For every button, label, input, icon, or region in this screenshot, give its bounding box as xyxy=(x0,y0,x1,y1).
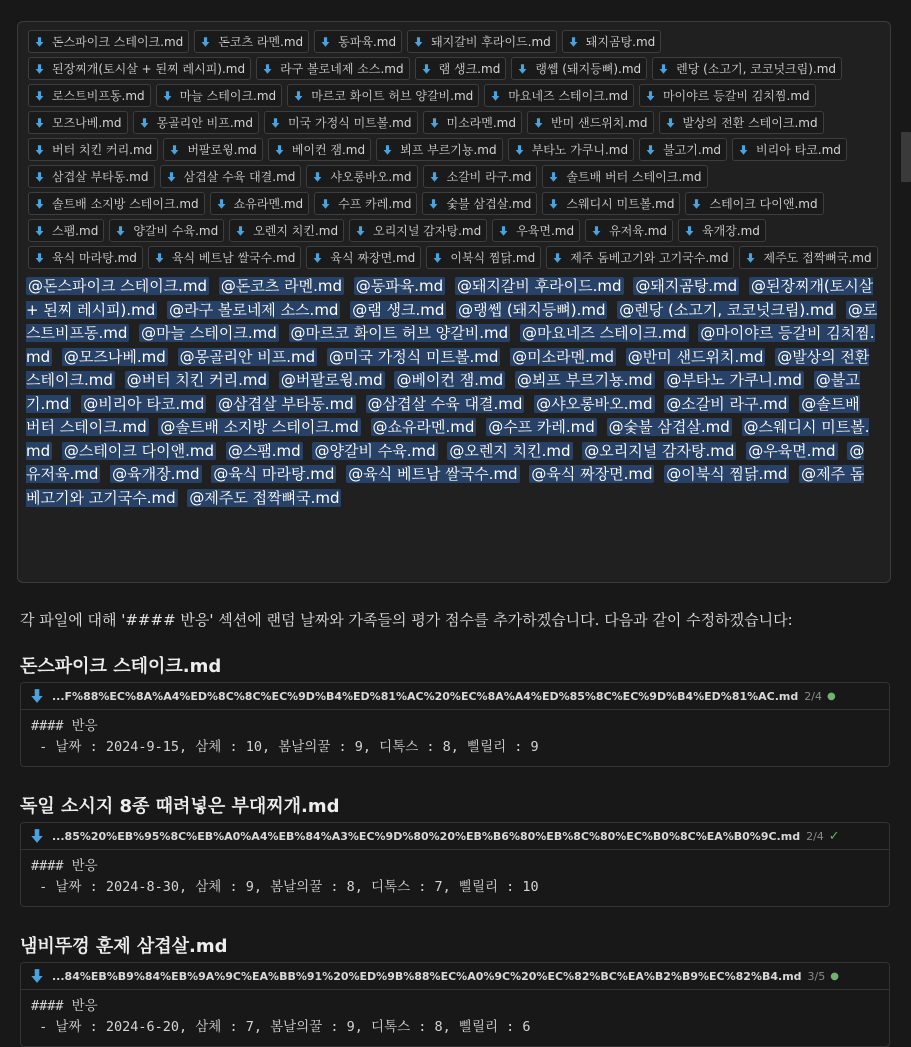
download-arrow-icon xyxy=(737,143,750,157)
file-mention[interactable]: @마르코 화이트 허브 양갈비.md xyxy=(290,324,509,342)
attached-file-chip[interactable] xyxy=(28,246,143,269)
download-arrow-icon xyxy=(234,224,247,238)
chip-label: 미소라멘.md xyxy=(446,116,516,130)
mention-text-area[interactable] xyxy=(26,275,882,510)
attached-file-chip[interactable] xyxy=(306,165,417,188)
attached-file-chip[interactable] xyxy=(542,165,707,188)
code-block-header[interactable] xyxy=(21,963,889,990)
download-arrow-icon xyxy=(547,170,560,184)
attached-file-chip[interactable] xyxy=(422,192,537,215)
download-arrow-icon xyxy=(551,251,564,265)
attached-file-chip[interactable] xyxy=(492,219,580,242)
download-arrow-icon xyxy=(292,89,305,103)
file-mention[interactable]: @렌당 (소고기, 코코넛크림).md xyxy=(619,300,835,319)
code-block-header[interactable] xyxy=(21,683,889,710)
attached-file-chip[interactable] xyxy=(376,138,503,161)
code-block xyxy=(20,682,890,767)
chip-label: 미국 가정식 미트볼.md xyxy=(288,116,412,130)
attached-file-chip[interactable] xyxy=(423,111,523,134)
change-count: 3/5 xyxy=(807,969,826,983)
download-arrow-icon xyxy=(428,170,441,184)
download-arrow-icon xyxy=(431,251,444,265)
file-mention[interactable]: @동파육.md xyxy=(355,277,444,295)
attached-file-chip[interactable] xyxy=(739,246,877,269)
attached-file-chip[interactable] xyxy=(268,138,371,161)
chip-label: 스테이크 다이앤.md xyxy=(709,197,818,211)
file-mention[interactable]: @돈스파이크 스테이크.md xyxy=(28,277,208,295)
download-arrow-icon xyxy=(33,170,46,184)
download-arrow-icon xyxy=(168,143,181,157)
file-mention[interactable]: @육식 짜장면.md xyxy=(531,465,653,483)
file-mention[interactable]: @부타노 가쿠니.md xyxy=(666,371,802,389)
status-dot-icon: ● xyxy=(830,970,839,982)
attached-file-chip[interactable] xyxy=(306,246,421,269)
file-mention[interactable]: @오리지널 감자탕.md xyxy=(584,441,735,460)
chip-label: 샤오롱바오.md xyxy=(330,170,412,184)
code-block xyxy=(20,822,890,907)
attached-file-chip[interactable] xyxy=(28,219,104,242)
chip-label: 돈코츠 라멘.md xyxy=(218,35,304,49)
chip-label: 렌당 (소고기, 코코넛크림).md xyxy=(676,62,837,76)
code-content: #### 반응 - 날짜 : 2024-9-15, 삼체 : 10, 봄날의꿀 : 9, 디톡스 : 8, 삘릴리 : 9 xyxy=(31,718,539,755)
file-mention[interactable]: @램 생크.md xyxy=(352,300,445,319)
attached-file-chip[interactable] xyxy=(484,84,634,107)
file-mention[interactable]: @육식 베트남 쌀국수.md xyxy=(348,465,518,483)
file-path[interactable]: ...85%20%EB%95%8C%EB%A0%A4%EB%84%A3%EC%9D%80%20%EB%B6%80%EB%8C%80%EC%B0%8C%EA%B0%9C.md xyxy=(52,829,801,843)
attached-file-chip[interactable] xyxy=(426,246,541,269)
chip-label: 라구 볼로네제 소스.md xyxy=(280,62,404,76)
file-mention[interactable]: @발상의 전환 스테이크.md xyxy=(26,347,870,389)
chip-label: 랭쎕 (돼지등뼈).md xyxy=(535,62,642,76)
chip-label: 뵈프 부르기뇽.md xyxy=(400,143,497,157)
file-mention[interactable]: @마이야르 등갈비 김치찜.md xyxy=(26,324,875,366)
attached-file-chip[interactable] xyxy=(156,84,283,107)
file-mention[interactable]: @버팔로윙.md xyxy=(280,371,383,389)
file-mention[interactable]: @샤오롱바오.md xyxy=(536,394,653,413)
chat-input-box[interactable] xyxy=(17,21,891,583)
download-arrow-icon xyxy=(29,688,45,704)
attached-file-chip[interactable] xyxy=(28,30,189,53)
file-mention[interactable]: @미소라멘.md xyxy=(512,347,614,366)
attached-file-chip[interactable] xyxy=(314,30,402,53)
attached-file-chip[interactable] xyxy=(732,138,847,161)
attached-file-chip[interactable] xyxy=(28,192,205,215)
file-mention[interactable]: @육개장.md xyxy=(112,465,200,483)
download-arrow-icon xyxy=(138,116,151,130)
download-arrow-icon xyxy=(516,62,529,76)
chip-label: 양갈비 수육.md xyxy=(133,224,219,238)
attached-file-chip[interactable] xyxy=(148,246,302,269)
chip-label: 발상의 전환 스테이크.md xyxy=(682,116,818,130)
chip-label: 비리아 타코.md xyxy=(756,143,841,157)
code-block xyxy=(20,962,890,1047)
chip-label: 육식 짜장면.md xyxy=(330,251,416,265)
attached-file-chip[interactable] xyxy=(264,111,418,134)
file-mention[interactable]: @솔트배 소지방 스테이크.md xyxy=(160,418,359,436)
chip-label: 솔트배 소지방 스테이크.md xyxy=(52,197,199,211)
attached-file-chip[interactable] xyxy=(639,138,727,161)
chip-label: 쇼유라멘.md xyxy=(233,197,304,211)
chip-label: 육식 베트남 쌀국수.md xyxy=(171,251,296,265)
download-arrow-icon xyxy=(683,224,696,238)
attached-file-chip[interactable] xyxy=(652,57,842,80)
chip-label: 마르코 화이트 허브 양갈비.md xyxy=(311,89,474,103)
download-arrow-icon xyxy=(319,197,332,211)
download-arrow-icon xyxy=(428,116,441,130)
download-arrow-icon xyxy=(319,35,332,49)
file-mention[interactable]: @스팸.md xyxy=(227,441,301,460)
attached-file-chip[interactable] xyxy=(28,111,128,134)
file-mention[interactable]: @육식 마라탕.md xyxy=(213,465,335,483)
check-icon: ✓ xyxy=(828,828,840,844)
chip-label: 수프 카레.md xyxy=(338,197,412,211)
chip-label: 부타노 가쿠니.md xyxy=(531,143,629,157)
status-dot-icon: ● xyxy=(826,690,836,702)
response-text: 각 파일에 대해 '#### 반응' 섹션에 랜덤 날짜와 가족들의 평가 점수를 추가하겠습니다. 다음과 같이 수정하겠습니다: xyxy=(20,611,793,629)
attached-file-chip[interactable] xyxy=(28,138,158,161)
download-arrow-icon xyxy=(33,35,46,49)
download-arrow-icon xyxy=(29,828,45,844)
chip-label: 버팔로윙.md xyxy=(187,143,257,157)
file-mention[interactable]: @유저육.md xyxy=(26,441,865,483)
chip-label: 돈스파이크 스테이크.md xyxy=(52,35,184,49)
attached-file-chip[interactable] xyxy=(508,138,635,161)
chip-label: 마이야르 등갈비 김치찜.md xyxy=(662,89,810,103)
download-arrow-icon xyxy=(273,143,286,157)
download-arrow-icon xyxy=(33,116,46,130)
download-arrow-icon xyxy=(644,89,657,103)
chip-label: 육개장.md xyxy=(702,224,760,238)
attached-file-chip[interactable] xyxy=(659,111,824,134)
file-mention[interactable]: @제주 돔베고기와 고기국수.md xyxy=(26,465,865,507)
attached-file-chip[interactable] xyxy=(28,57,251,80)
file-mention[interactable]: @돼지곰탕.md xyxy=(635,277,738,295)
file-mention[interactable]: @솔트배 버터 스테이크.md xyxy=(26,394,860,436)
attached-file-chip[interactable] xyxy=(423,165,538,188)
download-arrow-icon xyxy=(513,143,526,157)
attached-file-chip[interactable] xyxy=(639,84,816,107)
attached-file-chip[interactable] xyxy=(678,219,766,242)
chip-label: 된장찌개(토시살 + 된찌 레시피).md xyxy=(52,62,246,76)
file-heading: 독일 소시지 8종 때려넣은 부대찌개.md xyxy=(20,796,340,817)
chip-label: 램 생크.md xyxy=(438,62,501,76)
download-arrow-icon xyxy=(311,170,324,184)
download-arrow-icon xyxy=(744,251,757,265)
attached-file-chip[interactable] xyxy=(133,111,260,134)
download-arrow-icon xyxy=(261,62,274,76)
attached-file-chip[interactable] xyxy=(542,192,680,215)
file-mention[interactable]: @우육면.md xyxy=(748,441,836,460)
file-mention[interactable]: @불고기.md xyxy=(26,371,860,413)
file-mention[interactable]: @모즈나베.md xyxy=(63,347,166,366)
file-mention[interactable]: @베이컨 잼.md xyxy=(396,371,504,389)
chip-label: 돼지갈비 후라이드.md xyxy=(431,35,551,49)
chip-label: 숯불 삼겹살.md xyxy=(446,197,532,211)
attached-file-chip[interactable] xyxy=(256,57,410,80)
chip-label: 스팸.md xyxy=(52,224,99,238)
attached-file-chip[interactable] xyxy=(314,192,417,215)
download-arrow-icon xyxy=(33,143,46,157)
download-arrow-icon xyxy=(269,116,282,130)
download-arrow-icon xyxy=(412,35,425,49)
file-mention[interactable]: @수프 카레.md xyxy=(488,418,595,436)
chip-label: 삼겹살 부타동.md xyxy=(52,170,149,184)
download-arrow-icon xyxy=(153,251,166,265)
chip-label: 삼겹살 수육 대결.md xyxy=(183,170,296,184)
download-arrow-icon xyxy=(381,143,394,157)
chip-label: 제주 돔베고기와 고기국수.md xyxy=(570,251,729,265)
chip-label: 몽골리안 비프.md xyxy=(156,116,253,130)
change-count: 2/4 xyxy=(804,689,822,703)
file-mention[interactable]: @반미 샌드위치.md xyxy=(627,347,764,366)
chip-label: 동파육.md xyxy=(338,35,397,49)
chip-label: 유저육.md xyxy=(609,224,668,238)
file-mention[interactable]: @오렌지 치킨.md xyxy=(449,441,571,460)
file-mention[interactable]: @된장찌개(토시살 + 된찌 레시피).md xyxy=(26,277,874,319)
download-arrow-icon xyxy=(311,251,324,265)
download-arrow-icon xyxy=(489,89,502,103)
download-arrow-icon xyxy=(161,89,174,103)
attached-file-chip[interactable] xyxy=(585,219,673,242)
download-arrow-icon xyxy=(567,35,580,49)
file-mention[interactable]: @랭쎕 (돼지등뼈).md xyxy=(458,300,606,319)
download-arrow-icon xyxy=(199,35,212,49)
attached-file-chip[interactable] xyxy=(163,138,263,161)
file-path[interactable]: ...84%EB%B9%84%EB%9A%9C%EA%BB%91%20%ED%9B%88%EC%A0%9C%20%EC%82%BC%EA%B2%B9%EC%82%B4.md xyxy=(52,969,802,983)
file-mention[interactable]: @뵈프 부르기뇽.md xyxy=(516,371,653,389)
chip-label: 모즈나베.md xyxy=(52,116,122,130)
file-mention[interactable]: @마늘 스테이크.md xyxy=(141,324,277,342)
scrollbar-thumb[interactable] xyxy=(901,132,911,182)
file-mention[interactable]: @양갈비 수육.md xyxy=(314,441,436,460)
chip-label: 솔트배 버터 스테이크.md xyxy=(566,170,702,184)
file-mention[interactable]: @이북식 찜닭.md xyxy=(666,465,788,483)
code-content: #### 반응 - 날짜 : 2024-8-30, 삼체 : 9, 봄날의꿀 : 8, 디톡스 : 7, 삘릴리 : 10 xyxy=(31,858,539,895)
attached-file-chip[interactable] xyxy=(349,219,487,242)
chip-label: 제주도 접짝뼈국.md xyxy=(763,251,872,265)
file-mention[interactable]: @숯불 삼겹살.md xyxy=(608,418,730,436)
download-arrow-icon xyxy=(644,143,657,157)
attached-files-list xyxy=(26,30,882,269)
attached-file-chip[interactable] xyxy=(546,246,734,269)
file-heading: 돈스파이크 스테이크.md xyxy=(20,656,222,677)
file-mention[interactable]: @돈코츠 라멘.md xyxy=(220,277,342,295)
download-arrow-icon xyxy=(497,224,510,238)
download-arrow-icon xyxy=(427,197,440,211)
chip-label: 육식 마라탕.md xyxy=(52,251,137,265)
attached-file-chip[interactable] xyxy=(415,57,507,80)
download-arrow-icon xyxy=(657,62,670,76)
file-mention[interactable]: @비리아 타코.md xyxy=(83,394,205,413)
chip-label: 소갈비 라구.md xyxy=(446,170,532,184)
file-mention[interactable]: @삼겹살 부타동.md xyxy=(218,394,354,413)
download-arrow-icon xyxy=(29,968,45,984)
download-arrow-icon xyxy=(165,170,178,184)
attached-file-chip[interactable] xyxy=(685,192,823,215)
change-count: 2/4 xyxy=(806,829,824,843)
chip-label: 스웨디시 미트볼.md xyxy=(566,197,675,211)
attached-file-chip[interactable] xyxy=(194,30,309,53)
chip-label: 마요네즈 스테이크.md xyxy=(508,89,628,103)
file-heading: 냄비뚜껑 훈제 삼겹살.md xyxy=(20,936,228,957)
code-block-header[interactable] xyxy=(21,823,889,850)
code-content: #### 반응 - 날짜 : 2024-6-20, 삼체 : 7, 봄날의꿀 : 9, 디톡스 : 8, 삘릴리 : 6 xyxy=(31,998,531,1035)
file-mention[interactable]: @돼지갈비 후라이드.md xyxy=(456,277,622,295)
chip-label: 마늘 스테이크.md xyxy=(179,89,277,103)
attached-file-chip[interactable] xyxy=(28,165,155,188)
file-mention[interactable]: @소갈비 라구.md xyxy=(666,394,788,413)
file-mention[interactable]: @몽골리안 비프.md xyxy=(179,347,316,366)
chip-label: 버터 치킨 커리.md xyxy=(52,143,153,157)
download-arrow-icon xyxy=(354,224,367,238)
chip-label: 오렌지 치킨.md xyxy=(253,224,339,238)
download-arrow-icon xyxy=(33,197,46,211)
file-mention[interactable]: @제주도 접짝뼈국.md xyxy=(189,488,340,507)
attached-file-chip[interactable] xyxy=(28,84,151,107)
file-mention[interactable]: @쇼유라멘.md xyxy=(372,418,475,436)
chip-label: 반미 샌드위치.md xyxy=(551,116,648,130)
file-mention[interactable]: @스테이크 다이앤.md xyxy=(63,441,215,460)
chip-label: 베이컨 잼.md xyxy=(291,143,366,157)
download-arrow-icon xyxy=(547,197,560,211)
download-arrow-icon xyxy=(33,62,46,76)
attached-file-chip[interactable] xyxy=(109,219,224,242)
download-arrow-icon xyxy=(420,62,433,76)
attached-file-chip[interactable] xyxy=(210,192,310,215)
attached-file-chip[interactable] xyxy=(287,84,479,107)
file-path[interactable]: ...F%88%EC%8A%A4%ED%8C%8C%EC%9D%B4%ED%81%AC%20%EC%8A%A4%ED%85%8C%EC%9D%B4%ED%81%AC.md xyxy=(52,689,799,703)
file-mention[interactable]: @라구 볼로네제 소스.md xyxy=(169,300,339,319)
chip-label: 돼지곰탕.md xyxy=(585,35,656,49)
attached-file-chip[interactable] xyxy=(160,165,302,188)
download-arrow-icon xyxy=(33,89,46,103)
file-mention[interactable]: @마요네즈 스테이크.md xyxy=(521,324,687,342)
file-mention[interactable]: @로스트비프동.md xyxy=(26,300,878,342)
download-arrow-icon xyxy=(532,116,545,130)
download-arrow-icon xyxy=(33,224,46,238)
attached-file-chip[interactable] xyxy=(511,57,647,80)
attached-file-chip[interactable] xyxy=(229,219,344,242)
attached-file-chip[interactable] xyxy=(407,30,557,53)
download-arrow-icon xyxy=(690,197,703,211)
chip-label: 오리지널 감자탕.md xyxy=(373,224,482,238)
file-mention[interactable]: @스웨디시 미트볼.md xyxy=(26,418,870,460)
download-arrow-icon xyxy=(33,251,46,265)
attached-file-chip[interactable] xyxy=(562,30,662,53)
chip-label: 불고기.md xyxy=(663,143,722,157)
file-mention[interactable]: @미국 가정식 미트볼.md xyxy=(328,347,499,366)
chip-label: 이북식 찜닭.md xyxy=(450,251,536,265)
chip-label: 로스트비프동.md xyxy=(52,89,145,103)
file-mention[interactable]: @삼겹살 수육 대결.md xyxy=(367,394,523,413)
download-arrow-icon xyxy=(590,224,603,238)
download-arrow-icon xyxy=(114,224,127,238)
attached-file-chip[interactable] xyxy=(527,111,654,134)
file-mention[interactable]: @버터 치킨 커리.md xyxy=(126,371,268,389)
download-arrow-icon xyxy=(664,116,677,130)
download-arrow-icon xyxy=(215,197,228,211)
chip-label: 우육면.md xyxy=(516,224,575,238)
